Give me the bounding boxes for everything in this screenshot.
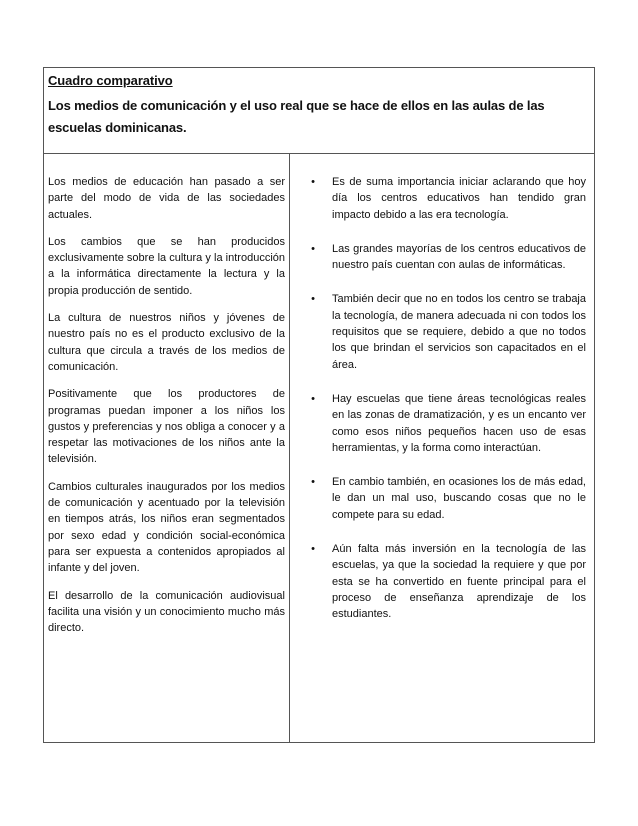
comparison-table	[43, 67, 595, 743]
list-item	[300, 241, 586, 274]
bullet-text: Las grandes mayorías de los centros educativos de nuestro país cuentan con aulas de informáticas.	[332, 242, 586, 272]
left-column	[44, 154, 290, 742]
left-paragraph: Los cambios que se han producidos exclusivamente sobre la cultura y la introducción a la informática directamente la lectura y la propia producción de sentido.	[48, 235, 285, 297]
list-item	[300, 474, 586, 523]
bullet-list	[300, 174, 586, 623]
bullet-icon: •	[311, 293, 315, 306]
bullet-icon: •	[311, 392, 315, 405]
bullet-text: Hay escuelas que tiene áreas tecnológicas reales en las zonas de dramatización, y es un encanto ver como esos niños pequeños hacen uso de esas herramientas, y la forma como interactúan.	[332, 392, 586, 454]
document-kicker: Cuadro comparativo	[48, 73, 173, 88]
list-item	[300, 174, 586, 223]
left-paragraph: Cambios culturales inaugurados por los medios de comunicación y acentuado por la televisión en tiempos atrás, los niños eran segmentados por sexo edad y condición social-económica para ser expuesta a contenidos apropiados al infante y del joven.	[48, 480, 285, 575]
bullet-icon: •	[311, 242, 315, 255]
bullet-text: Es de suma importancia iniciar aclarando que hoy día los centros educativos han tendido gran impacto debido a las era tecnología.	[332, 176, 586, 221]
bullet-icon: •	[311, 543, 315, 556]
bullet-text: Aún falta más inversión en la tecnología de las escuelas, ya que la sociedad la requiere y que por esta se ha convertido en fuente principal para el proceso de enseñanza aprendizaje de los estudiantes.	[332, 543, 586, 621]
list-item	[300, 541, 586, 622]
bullet-text: En cambio también, en ocasiones los de más edad, le dan un mal uso, buscando cosas que no le compete para su edad.	[332, 476, 586, 521]
left-paragraph: El desarrollo de la comunicación audiovisual facilita una visión y un conocimiento mucho más directo.	[48, 589, 285, 635]
bullet-icon: •	[311, 476, 315, 489]
list-item	[300, 291, 586, 372]
list-item	[300, 391, 586, 456]
left-paragraph: Positivamente que los productores de programas puedan imponer a los niños los gustos y preferencias y nos obliga a conocer y a respetar las motivaciones de los niños ante la televisión.	[48, 388, 285, 466]
document-title: Los medios de comunicación y el uso real que se hace de ellos en las aulas de las escuelas dominicanas.	[48, 98, 545, 135]
left-paragraph: La cultura de nuestros niños y jóvenes de nuestro país no es el producto exclusivo de la cultura que circula a través de los medios de comunicación.	[48, 312, 285, 373]
table-header	[44, 68, 594, 154]
bullet-icon: •	[311, 176, 315, 188]
left-paragraph: Los medios de educación han pasado a ser parte del modo de vida de las sociedades actuales.	[48, 176, 285, 221]
right-column	[290, 154, 594, 742]
bullet-text: También decir que no en todos los centro se trabaja la tecnología, de manera adecuada ni con todos los requisitos que se requiere, debido a que no todos los que brindan el servicios son capacitados en el área.	[332, 293, 586, 371]
